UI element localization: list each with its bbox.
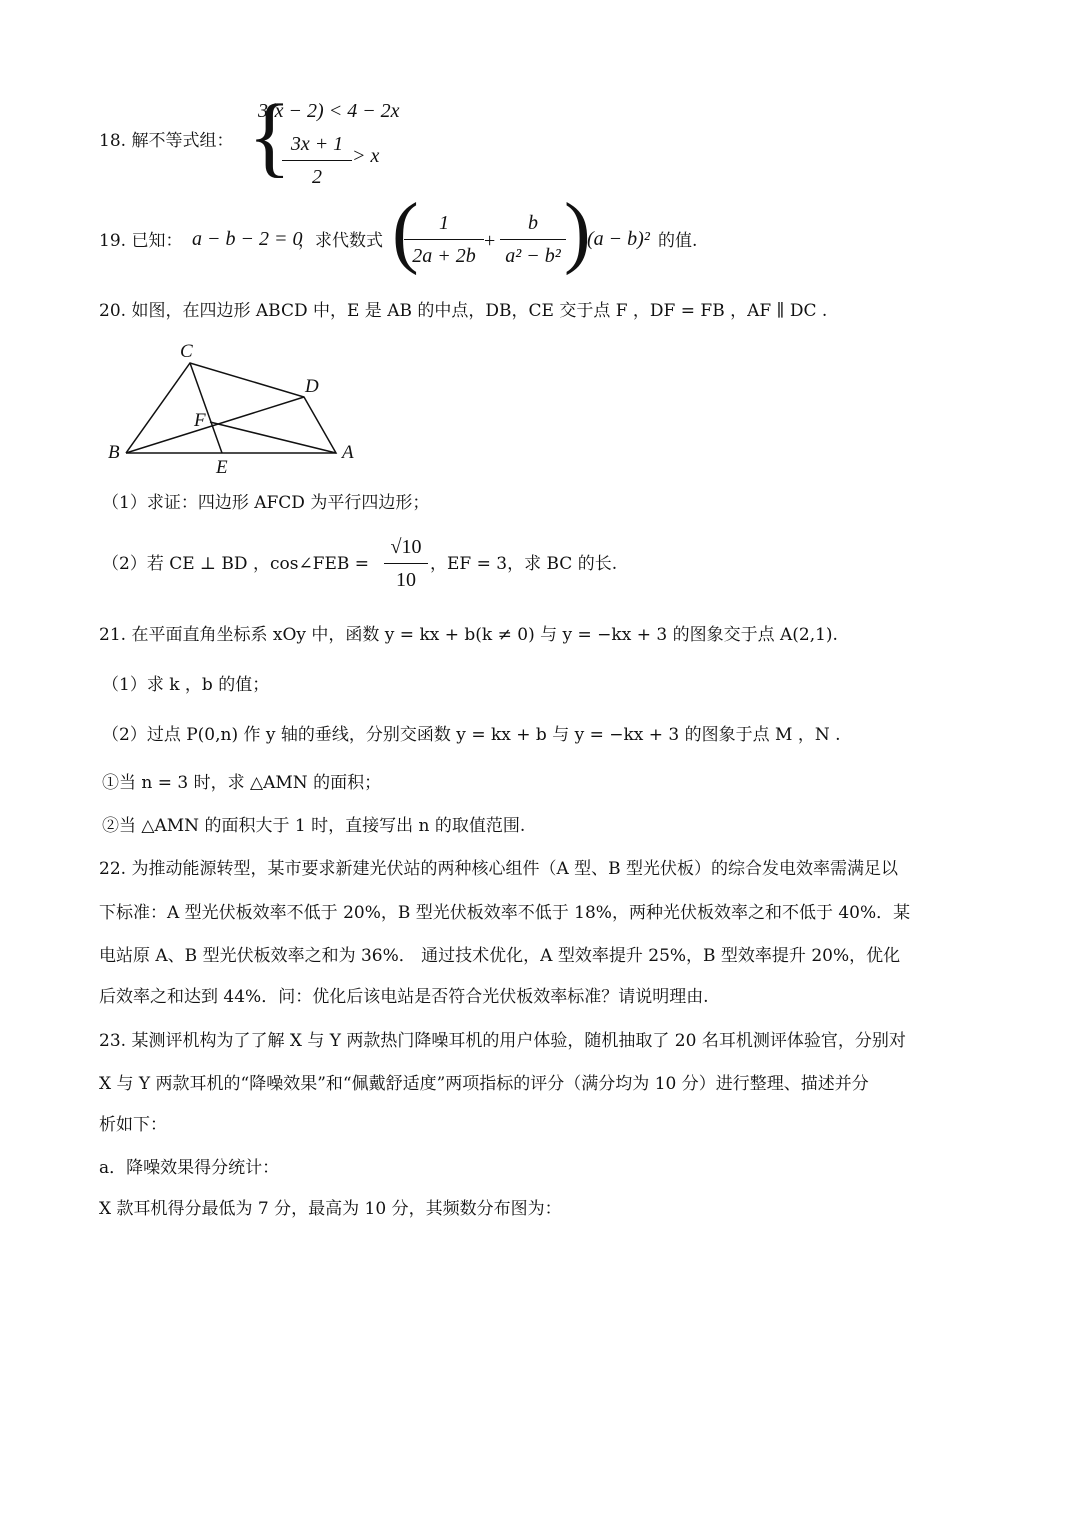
right-paren: ) <box>564 188 591 276</box>
label-C: C <box>180 341 193 362</box>
q18-fraction-numerator: 3x + 1 <box>290 133 344 155</box>
q23-line3: 析如下： <box>99 1115 167 1135</box>
q18-number: 18. 解不等式组： <box>99 131 234 151</box>
q21-sub2: ②当 △AMN 的面积大于 1 时，直接写出 n 的取值范围. <box>102 816 526 836</box>
q18-fraction <box>282 131 352 190</box>
q20-part2-b: ，EF = 3，求 BC 的长. <box>430 554 618 574</box>
q23-x-description: X 款耳机得分最低为 7 分，最高为 10 分，其频数分布图为： <box>99 1199 562 1219</box>
q19-mid: ，求代数式 <box>298 231 383 251</box>
label-F: F <box>194 410 206 431</box>
q20-part1: （1）求证：四边形 AFCD 为平行四边形； <box>102 493 430 513</box>
q21-sub1: ①当 n = 3 时，求 △AMN 的面积； <box>102 773 382 793</box>
q19-fraction-1 <box>404 210 484 269</box>
q23-line2: X 与 Y 两款耳机的“降噪效果”和“佩戴舒适度”两项指标的评分（满分均为 10 分）进行整理、描述并分 <box>99 1074 869 1094</box>
label-B: B <box>108 442 120 463</box>
q18-inequality-2-rhs: > x <box>352 145 380 167</box>
label-E: E <box>216 457 228 478</box>
q20-cos-denominator: 10 <box>396 569 416 591</box>
label-A: A <box>342 442 354 463</box>
q19-tail: 的值. <box>658 231 698 251</box>
q22-line2: 下标准：A 型光伏板效率不低于 20%，B 型光伏板效率不低于 18%，两种光伏板效率之和不低于 40%．某 <box>99 903 911 923</box>
q19-condition: a − b − 2 = 0 <box>192 228 303 250</box>
q22-line3: 电站原 A、B 型光伏板效率之和为 36%． 通过技术优化，A 型效率提升 25%，B 型效率提升 20%，优化 <box>99 946 901 966</box>
q21-part2: （2）过点 P(0,n) 作 y 轴的垂线，分别交函数 y = kx + b 与 y = −kx + 3 的图象于点 M ，N . <box>102 725 841 745</box>
q18-inequality-1: 3(x − 2) < 4 − 2x <box>258 100 400 122</box>
q19-frac1-denominator: 2a + 2b <box>412 245 476 267</box>
q19-plus: + <box>484 230 496 252</box>
q23-line1: 23. 某测评机构为了了解 X 与 Y 两款热门降噪耳机的用户体验，随机抽取了 20 名耳机测评体验官，分别对 <box>99 1031 906 1051</box>
q23-part-a: a．降噪效果得分统计： <box>99 1158 280 1178</box>
q19-tail-math: ·(a − b)² <box>582 228 650 250</box>
q18-prompt: 解不等式组： <box>131 131 234 151</box>
system-brace: { <box>248 87 292 186</box>
q20-line: 20. 如图，在四边形 ABCD 中，E 是 AB 的中点，DB，CE 交于点 F ，DF = FB ，AF ∥ DC . <box>99 301 828 321</box>
q18-fraction-denominator: 2 <box>312 166 322 188</box>
q19-lead: 19. 已知： <box>99 231 183 251</box>
q19-frac2-denominator: a² − b² <box>505 245 561 267</box>
label-D: D <box>305 376 319 397</box>
q20-cos-fraction <box>384 534 428 593</box>
q19-frac2-numerator: b <box>528 212 538 234</box>
q21-part1: （1）求 k ，b 的值； <box>102 675 270 695</box>
left-paren: ( <box>392 188 419 276</box>
quadrilateral-figure <box>100 335 370 485</box>
q20-part2-a: （2）若 CE ⊥ BD ，cos∠FEB = <box>102 554 370 574</box>
q22-line1: 22. 为推动能源转型，某市要求新建光伏站的两种核心组件（A 型、B 型光伏板）的综合发电效率需满足以 <box>99 859 899 879</box>
q19-frac1-numerator: 1 <box>439 212 449 234</box>
q19-fraction-2 <box>500 210 566 269</box>
q20-cos-numerator: √10 <box>390 536 422 558</box>
q22-line4: 后效率之和达到 44%．问：优化后该电站是否符合光伏板效率标准？请说明理由. <box>99 987 709 1007</box>
q21-line: 21. 在平面直角坐标系 xOy 中，函数 y = kx + b(k ≠ 0) 与 y = −kx + 3 的图象交于点 A(2,1). <box>99 625 838 645</box>
